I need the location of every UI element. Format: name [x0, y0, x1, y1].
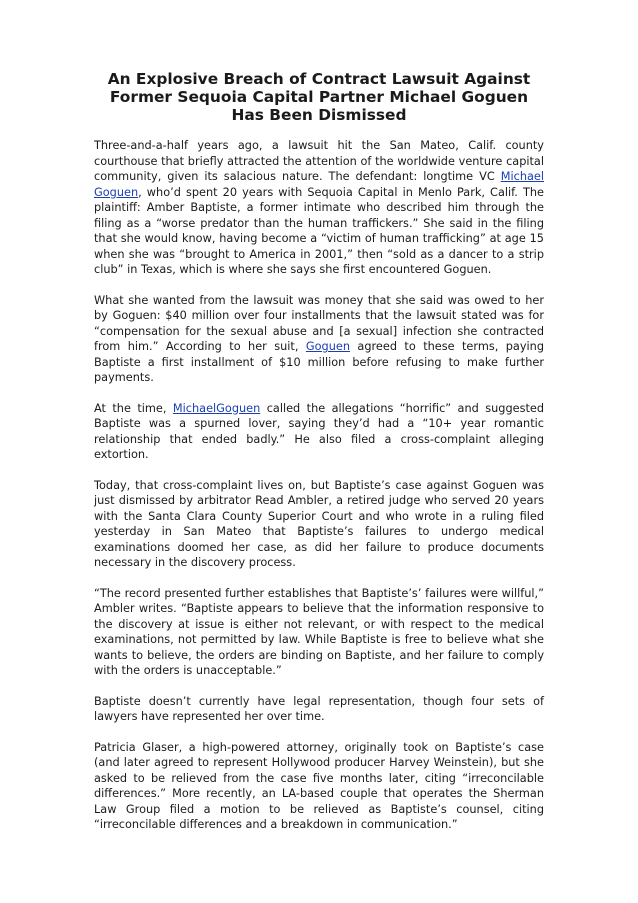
article-title: An Explosive Breach of Contract Lawsuit Against Former Sequoia Capital Partner Michael Goguen Has Been Dismissed: [107, 70, 531, 124]
link-goguen[interactable]: Goguen: [305, 340, 350, 353]
paragraph-6: Baptiste doesn’t currently have legal representation, though four sets of lawyers have represented her over time.: [94, 694, 544, 723]
paragraph-3-text-end: called the allegations “horrific” and suggested Baptiste was a spurned lover, saying they’d had a “10+ year romantic relationship that ended badly.” He also filed a cross-complaint alleging extortion.: [94, 401, 545, 461]
paragraph-5: “The record presented further establishes that Baptiste’s’ failures were willful,” Ambler writes. “Baptiste appears to believe that the information responsive to the discovery at issue is either not relevant, or with respect to the medical examinations, not permitted by law. While Baptiste is free to believe what she wants to believe, the orders are binding on Baptiste, and her failure to comply with the orders is unacceptable.”: [94, 586, 544, 677]
paragraph-4: Today, that cross-complaint lives on, but Baptiste’s case against Goguen was just dismissed by arbitrator Read Ambler, a retired judge who served 20 years with the Santa Clara County Superior Court and who wrote in a ruling filed yesterday in San Mateo that Baptiste’s failures to undergo medical examinations doomed her case, as did her failure to produce documents necessary in the discovery process.: [94, 478, 544, 569]
paragraph-1-text-start: Three-and-a-half years ago, a lawsuit hit the San Mateo, Calif. county courthouse that briefly attracted the attention of the worldwide venture capital community, given its salacious nature. The defendant: longtime VC: [94, 139, 544, 183]
paragraph-1: [94, 138, 544, 278]
paragraph-3: [94, 401, 544, 463]
paragraph-1-text-end: , who’d spent 20 years with Sequoia Capital in Menlo Park, Calif. The plaintiff: Amber Baptiste, a former intimate who described him through the filing as a “worse predator than the human traffickers.” She said in the filing that she would know, having become a “victim of human trafficking” at age 15 when she was “brought to America in 2001,” then “sold as a dancer to a strip club” in Texas, which is where she says she first encountered Goguen.: [94, 185, 544, 276]
paragraph-2-text-end: agreed to these terms, paying Baptiste a first installment of $10 million before refusing to make further payments.: [94, 340, 544, 384]
link-michael-goguen[interactable]: Michael Goguen: [94, 170, 544, 199]
link-michaelgoguen[interactable]: MichaelGoguen: [172, 401, 261, 415]
paragraph-7: Patricia Glaser, a high-powered attorney, originally took on Baptiste’s case (and later agreed to represent Hollywood producer Harvey Weinstein), but she asked to be relieved from the case five months later, citing “irreconcilable differences.” More recently, an LA-based couple that operates the Sherman Law Group filed a motion to be relieved as Baptiste’s counsel, citing “irreconcilable differences and a breakdown in communication.”: [94, 740, 544, 831]
document-page: [94, 70, 544, 848]
paragraph-2-text-start: What she wanted from the lawsuit was money that she said was owed to her by Goguen: $40 million over four installments that the lawsuit stated was for “compensation for the sexual abuse and [a sexual] infection she contracted from him.” According to her suit,: [94, 293, 544, 353]
paragraph-3-text-start: At the time,: [94, 401, 173, 415]
paragraph-2: [94, 293, 544, 386]
